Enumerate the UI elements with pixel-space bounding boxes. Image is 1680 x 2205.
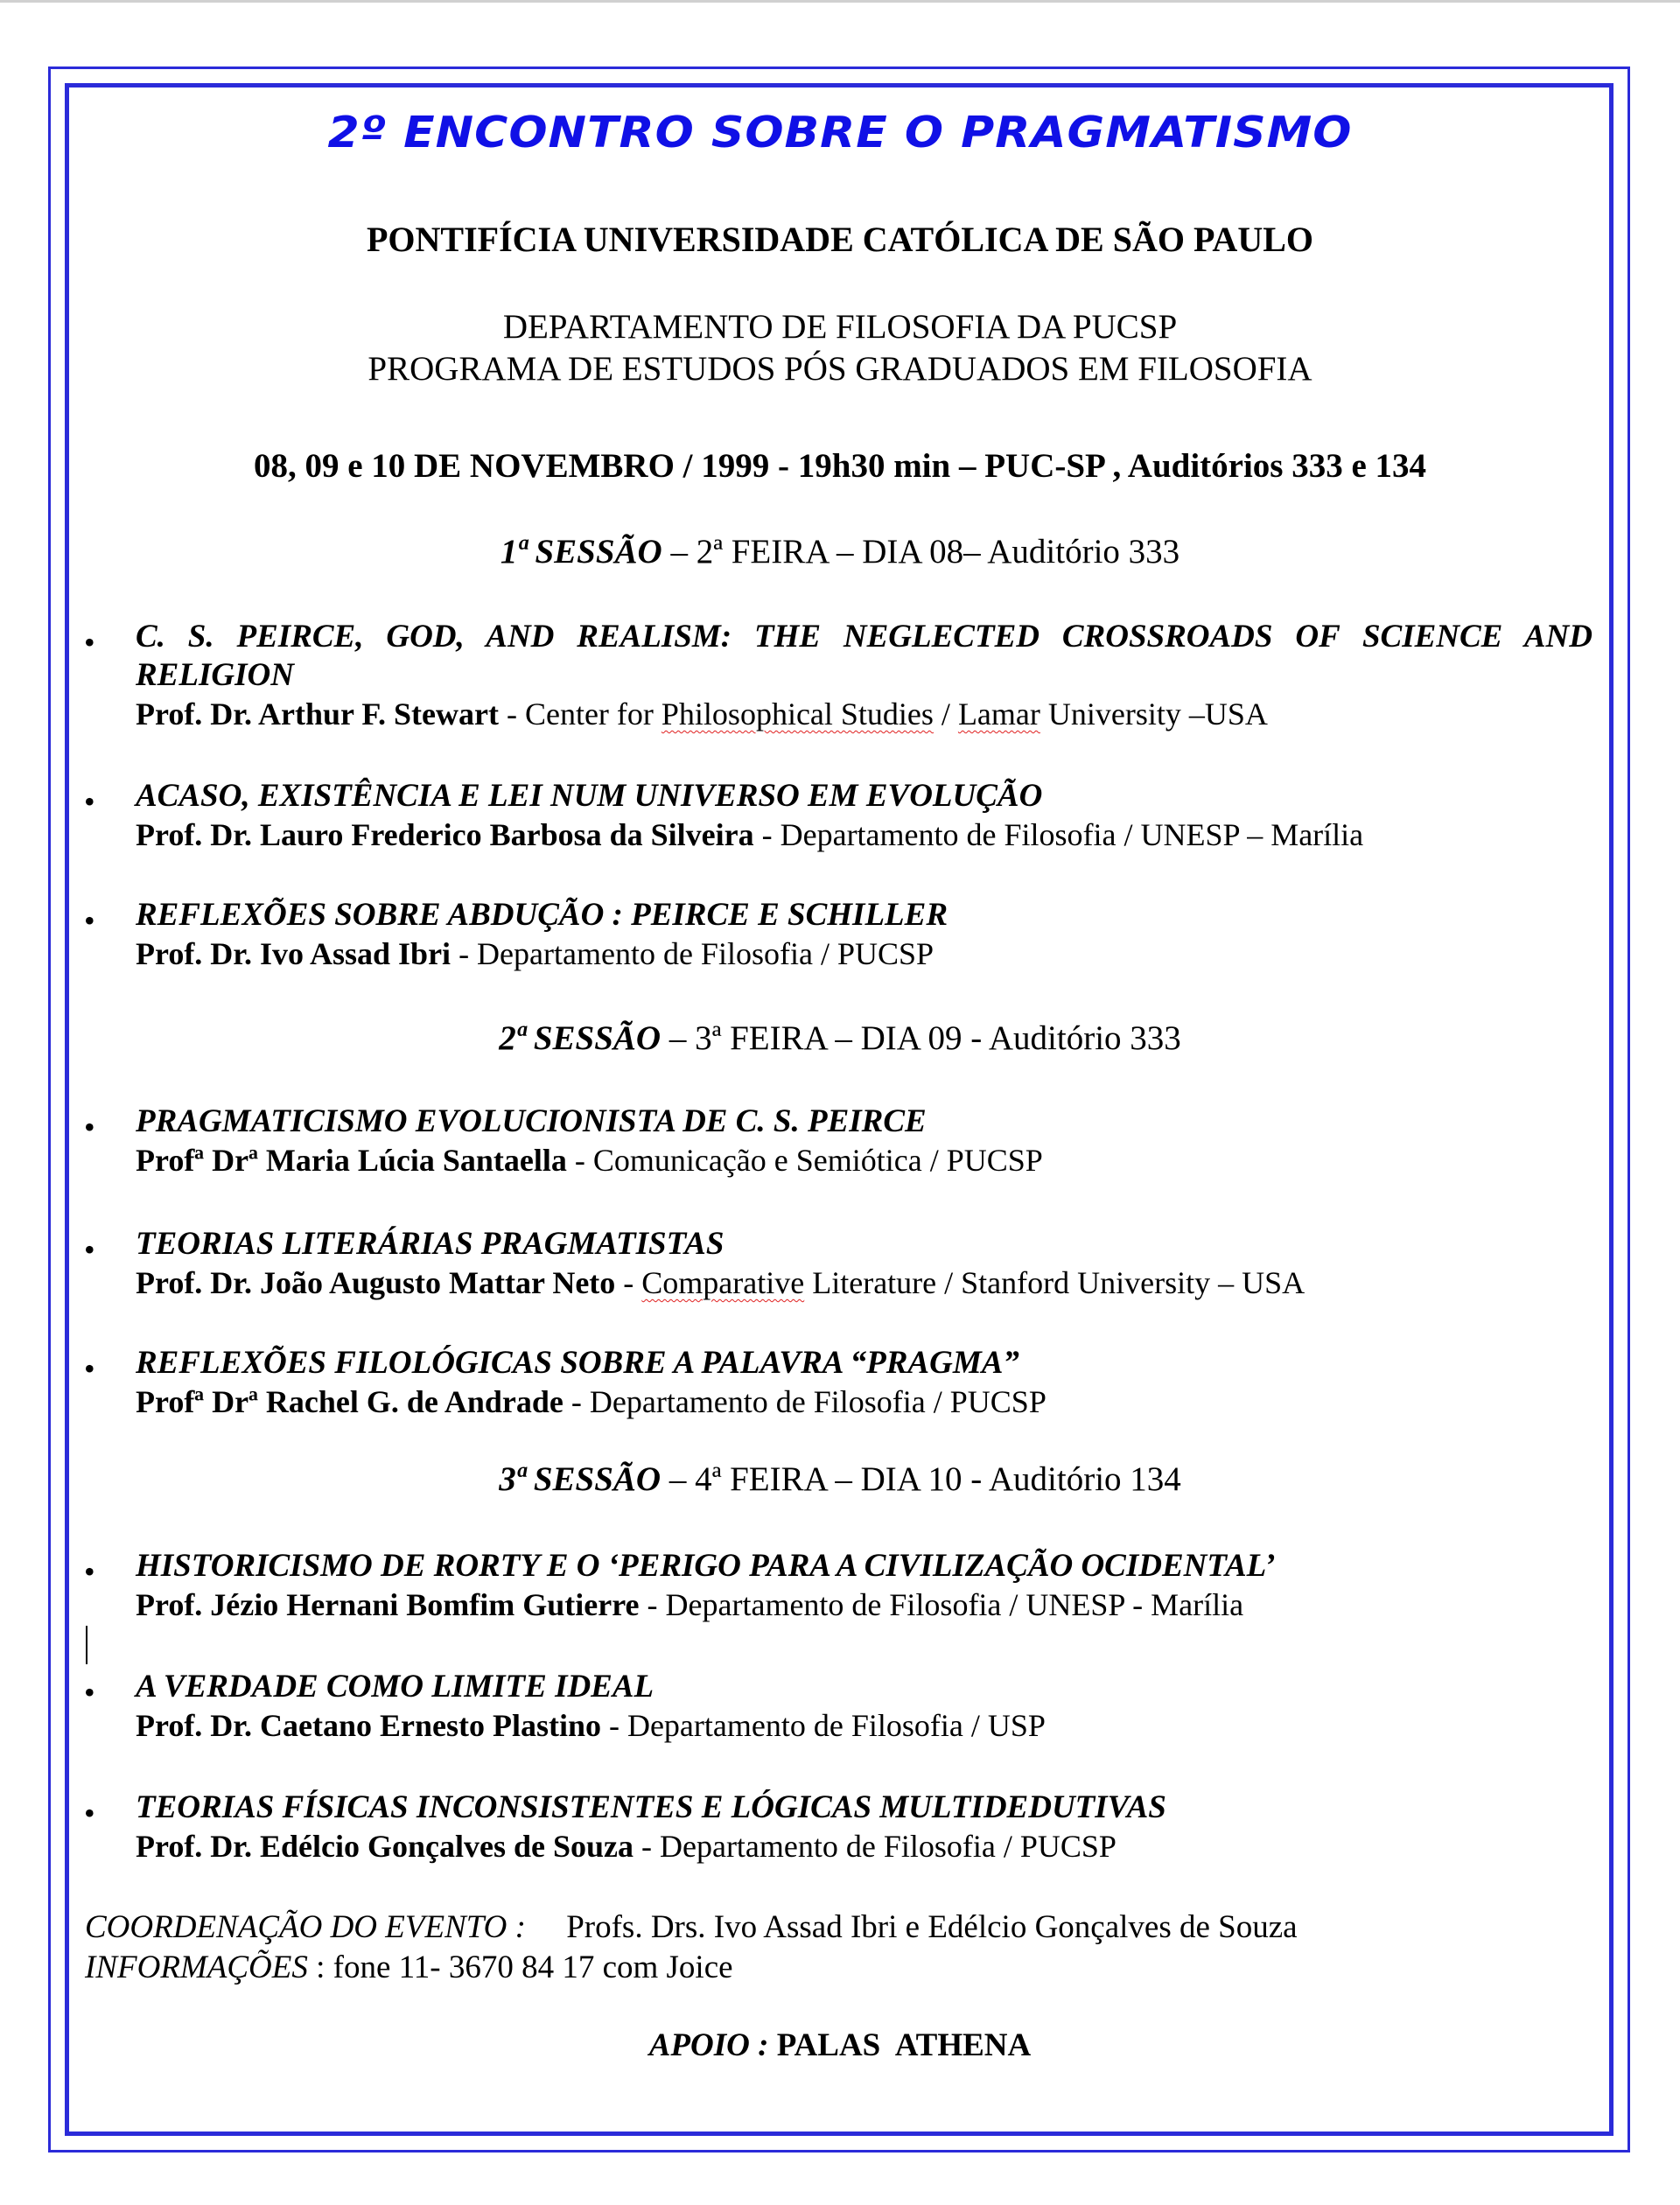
event-title: 2º ENCONTRO SOBRE O PRAGMATISMO: [327, 108, 1353, 158]
session-separator: –: [662, 533, 696, 570]
talk-item: [136, 1344, 1592, 1421]
talk-speaker-line: [136, 1827, 1592, 1866]
bullet-icon: •: [84, 903, 95, 938]
talk-item: [136, 1102, 1592, 1180]
coordination-label: COORDENAÇÃO DO EVENTO :: [85, 1909, 526, 1945]
affiliation-text: - Departamento de Filosofia / UNESP - Marília: [639, 1587, 1244, 1622]
talk-speaker-line: [136, 934, 1592, 973]
session-separator: –: [661, 1019, 696, 1057]
talk-speaker-line: [136, 1141, 1592, 1180]
talk-speaker-line: [136, 1586, 1592, 1624]
information-line: [85, 1948, 1298, 1988]
speaker-name: Prof. Dr. Lauro Frederico Barbosa da Silveira: [136, 817, 754, 852]
department-block: [0, 306, 1680, 390]
talk-title: HISTORICISMO DE RORTY E O ‘PERIGO PARA A CIVILIZAÇÃO OCIDENTAL’: [136, 1548, 1276, 1584]
affiliation-text: /: [933, 696, 958, 732]
bullet-icon: •: [84, 1232, 95, 1267]
affiliation-text: Literature / Stanford University – USA: [804, 1265, 1306, 1300]
talk-title: ACASO, EXISTÊNCIA E LEI NUM UNIVERSO EM EVOLUÇÃO: [136, 778, 1043, 814]
talk-speaker-line: [136, 1382, 1592, 1421]
speaker-name: Prof. Dr. Caetano Ernesto Plastino: [136, 1708, 601, 1743]
session-separator: –: [661, 1460, 696, 1498]
talk-item: [136, 777, 1592, 854]
affiliation-text: - Departamento de Filosofia / PUCSP: [451, 936, 934, 971]
affiliation-text: - Departamento de Filosofia / UNESP – Marília: [753, 817, 1364, 852]
talk-item: [136, 1547, 1592, 1624]
session-label: 1ª SESSÃO: [500, 533, 662, 570]
coordination-line: [85, 1908, 1298, 1948]
talk-speaker-line: [136, 695, 1592, 733]
talk-title: REFLEXÕES FILOLÓGICAS SOBRE A PALAVRA “PRAGMA”: [136, 1345, 1019, 1381]
talk-title: C. S. PEIRCE, GOD, AND REALISM: THE NEGLECTED CROSSROADS OF SCIENCE AND RELIGION: [136, 619, 1592, 693]
event-dates: 08, 09 e 10 DE NOVEMBRO / 1999 - 19h30 min – PUC-SP , Auditórios 333 e 134: [253, 447, 1427, 485]
bullet-icon: •: [84, 1675, 95, 1710]
bullet-icon: •: [84, 1796, 95, 1830]
talk-title: PRAGMATICISMO EVOLUCIONISTA DE C. S. PEIRCE: [136, 1103, 927, 1139]
information-label: INFORMAÇÕES: [85, 1950, 308, 1985]
talk-speaker-line: [136, 816, 1592, 854]
information-value: : fone 11- 3670 84 17 com Joice: [307, 1950, 733, 1985]
spellcheck-word: Lamar: [957, 696, 1040, 732]
speaker-name: Prof. Dr. Ivo Assad Ibri: [136, 936, 452, 971]
speaker-name: Prof. Dr. Edélcio Gonçalves de Souza: [136, 1829, 634, 1864]
talk-title: TEORIAS LITERÁRIAS PRAGMATISTAS: [136, 1226, 724, 1262]
speaker-name: Prof. Jézio Hernani Bomfim Gutierre: [136, 1587, 640, 1622]
event-coordination: [85, 1908, 1298, 1988]
speaker-name: Profª Drª Rachel G. de Andrade: [136, 1384, 564, 1419]
session-info: 2ª FEIRA – DIA 08– Auditório 333: [696, 533, 1180, 570]
talk-item: [136, 1668, 1592, 1745]
session-label: 2ª SESSÃO: [499, 1019, 662, 1057]
talk-item: [136, 896, 1592, 973]
spellcheck-word: Comparative: [641, 1265, 805, 1300]
talk-item: [136, 1225, 1592, 1302]
program-name: PROGRAMA DE ESTUDOS PÓS GRADUADOS EM FILOSOFIA: [368, 350, 1312, 388]
session-2-heading: [0, 1018, 1680, 1058]
bullet-icon: •: [84, 1110, 95, 1144]
session-info: 4ª FEIRA – DIA 10 - Auditório 134: [695, 1460, 1181, 1498]
affiliation-text: - Departamento de Filosofia / USP: [600, 1708, 1046, 1743]
support-value: PALAS ATHENA: [768, 2027, 1032, 2063]
support-line: [0, 2026, 1680, 2064]
bullet-icon: •: [84, 1351, 95, 1386]
coordination-value: Profs. Drs. Ivo Assad Ibri e Edélcio Gonçalves de Souza: [525, 1909, 1298, 1945]
affiliation-text: -: [615, 1265, 642, 1300]
speaker-name: Prof. Dr. João Augusto Mattar Neto: [136, 1265, 616, 1300]
bullet-icon: •: [84, 1554, 95, 1589]
talk-item: [136, 618, 1592, 733]
talk-title: TEORIAS FÍSICAS INCONSISTENTES E LÓGICAS MULTIDEDUTIVAS: [136, 1789, 1166, 1825]
institution-name: PONTIFÍCIA UNIVERSIDADE CATÓLICA DE SÃO PAULO: [366, 220, 1313, 259]
text-cursor: [86, 1626, 88, 1664]
talk-title: A VERDADE COMO LIMITE IDEAL: [136, 1669, 654, 1704]
department-name: DEPARTAMENTO DE FILOSOFIA DA PUCSP: [502, 308, 1178, 346]
bullet-icon: •: [84, 625, 95, 660]
affiliation-text: - Comunicação e Semiótica / PUCSP: [566, 1143, 1043, 1178]
talk-speaker-line: [136, 1264, 1592, 1302]
affiliation-text: - Departamento de Filosofia / PUCSP: [563, 1384, 1046, 1419]
affiliation-text: - Departamento de Filosofia / PUCSP: [634, 1829, 1116, 1864]
session-1-heading: [0, 532, 1680, 571]
affiliation-text: University –USA: [1040, 696, 1268, 732]
affiliation-text: - Center for: [498, 696, 662, 732]
session-3-heading: [0, 1460, 1680, 1499]
session-info: 3ª FEIRA – DIA 09 - Auditório 333: [695, 1019, 1181, 1057]
session-label: 3ª SESSÃO: [499, 1460, 662, 1498]
speaker-name: Prof. Dr. Arthur F. Stewart: [136, 696, 499, 732]
speaker-name: Profª Drª Maria Lúcia Santaella: [136, 1143, 567, 1178]
spellcheck-word: Philosophical Studies: [661, 696, 934, 732]
bullet-icon: •: [84, 784, 95, 819]
talk-title: REFLEXÕES SOBRE ABDUÇÃO : PEIRCE E SCHILLER: [136, 897, 948, 933]
talk-item: [136, 1788, 1592, 1866]
talk-speaker-line: [136, 1706, 1592, 1745]
support-label: APOIO :: [648, 2027, 769, 2063]
